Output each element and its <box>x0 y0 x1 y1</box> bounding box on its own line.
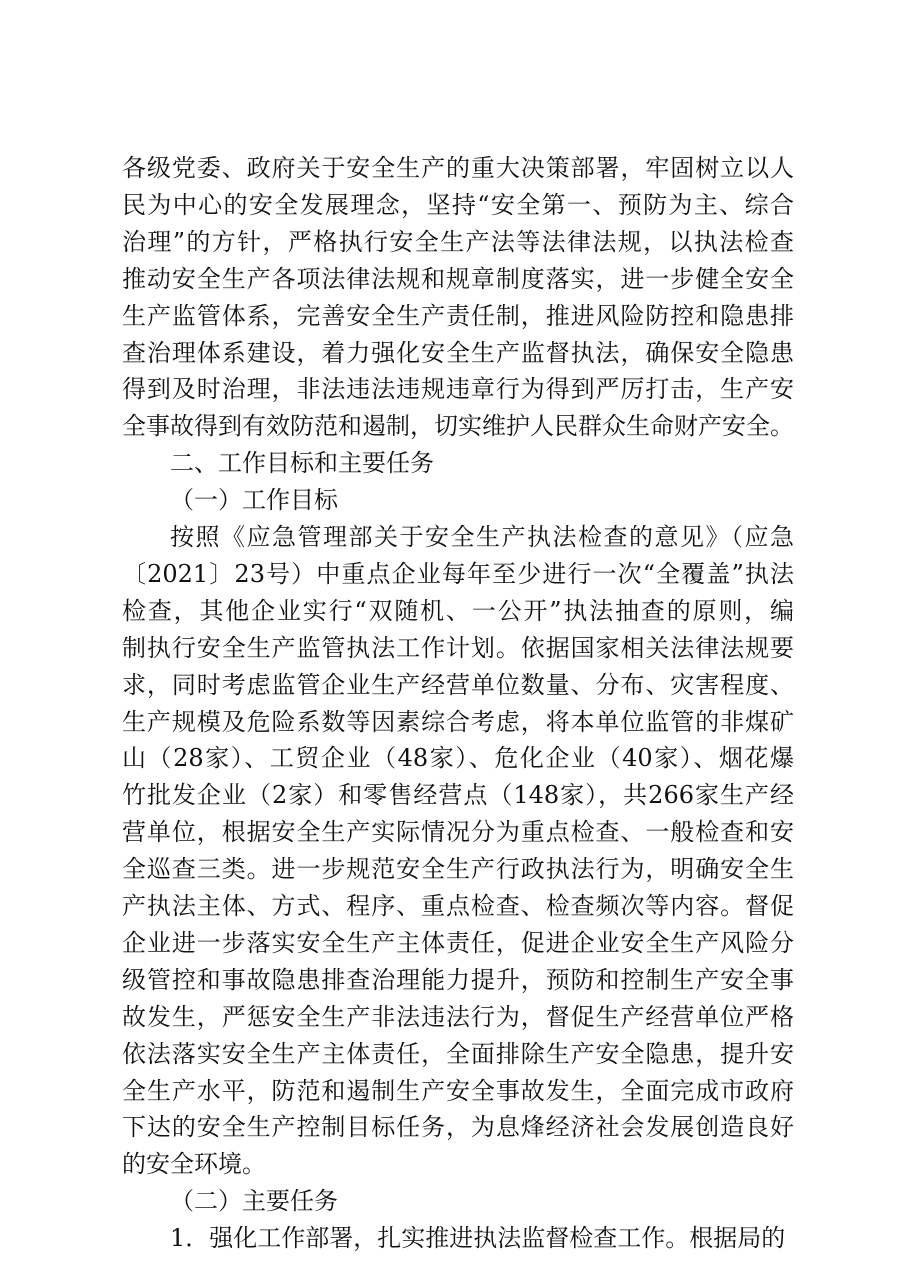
body-text-line: 下达的安全生产控制目标任务，为息烽经济社会发展创造良好 <box>122 1113 794 1141</box>
body-text-line: 生产监管体系，完善安全生产责任制，推进风险防控和隐患排 <box>122 302 794 330</box>
body-text-line: 得到及时治理，非法违法违规违章行为得到严厉打击，生产安 <box>122 375 794 403</box>
body-text-line: 推动安全生产各项法律法规和规章制度落实，进一步健全安全 <box>122 265 794 293</box>
body-text-line: 生产规模及危险系数等因素综合考虑，将本单位监管的非煤矿 <box>122 708 794 736</box>
body-text-line: 竹批发企业（2家）和零售经营点（148家），共266家生产经 <box>122 781 794 809</box>
section-heading: 二、工作目标和主要任务 <box>170 449 434 477</box>
body-text-line: 的安全环境。 <box>122 1150 266 1178</box>
body-text-line: 全生产水平，防范和遏制生产安全事故发生，全面完成市政府 <box>122 1077 794 1105</box>
subsection-heading: （二）主要任务 <box>170 1187 338 1215</box>
body-text-line: 求，同时考虑监管企业生产经营单位数量、分布、灾害程度、 <box>122 671 794 699</box>
body-text-line: 〔2021〕23号）中重点企业每年至少进行一次“全覆盖”执法 <box>122 560 794 588</box>
body-text-line: 全事故得到有效防范和遏制，切实维护人民群众生命财产安全。 <box>122 412 794 440</box>
body-text-line: 全巡查三类。进一步规范安全生产行政执法行为，明确安全生 <box>122 855 794 883</box>
paragraph-first-line: 1．强化工作部署，扎实推进执法监督检查工作。根据局的 <box>170 1224 786 1252</box>
body-text-line: 查治理体系建设，着力强化安全生产监督执法，确保安全隐患 <box>122 339 794 367</box>
body-text-line: 营单位，根据安全生产实际情况分为重点检查、一般检查和安 <box>122 818 794 846</box>
subsection-heading: （一）工作目标 <box>170 486 338 514</box>
body-text-line: 故发生，严惩安全生产非法违法行为，督促生产经营单位严格 <box>122 1003 794 1031</box>
body-text-line: 级管控和事故隐患排查治理能力提升，预防和控制生产安全事 <box>122 966 794 994</box>
body-text-line: 各级党委、政府关于安全生产的重大决策部署，牢固树立以人 <box>122 154 794 182</box>
body-text-line: 山（28家）、工贸企业（48家）、危化企业（40家）、烟花爆 <box>122 744 794 772</box>
body-text-line: 产执法主体、方式、程序、重点检查、检查频次等内容。督促 <box>122 892 794 920</box>
body-text-line: 检查，其他企业实行“双随机、一公开”执法抽查的原则，编 <box>122 597 794 625</box>
body-text-line: 制执行安全生产监管执法工作计划。依据国家相关法律法规要 <box>122 634 794 662</box>
body-text-line: 依法落实安全生产主体责任，全面排除生产安全隐患，提升安 <box>122 1040 794 1068</box>
body-text-line: 治理”的方针，严格执行安全生产法等法律法规，以执法检查 <box>122 228 794 256</box>
body-text-line: 企业进一步落实安全生产主体责任，促进企业安全生产风险分 <box>122 929 794 957</box>
paragraph-first-line: 按照《应急管理部关于安全生产执法检查的意见》（应急 <box>170 523 794 551</box>
body-text-line: 民为中心的安全发展理念，坚持“安全第一、预防为主、综合 <box>122 191 794 219</box>
